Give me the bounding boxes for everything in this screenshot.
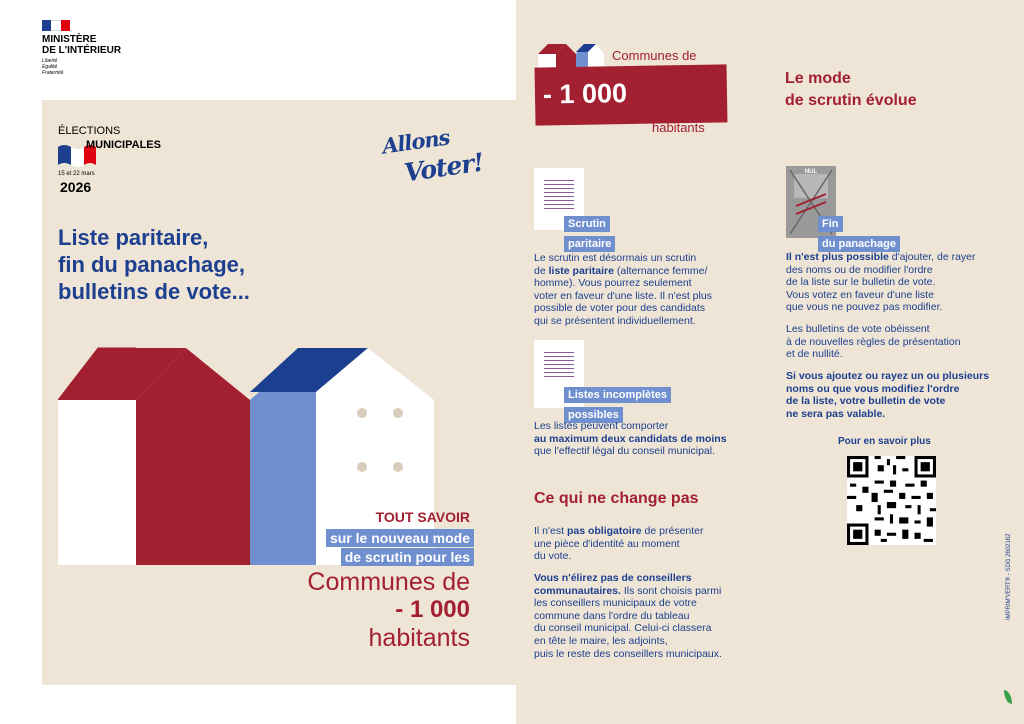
- qr-code-icon[interactable]: [847, 456, 936, 545]
- ministry-name-line1: MINISTÈRE: [42, 34, 97, 45]
- elections-logo: [58, 125, 161, 195]
- allons-voter-logo: [378, 124, 486, 195]
- unchanged-paragraph-1: [534, 525, 704, 563]
- election-year: 2026: [60, 179, 92, 195]
- ministry-logo: [42, 20, 121, 76]
- scrutin-line: [534, 265, 712, 278]
- tout-savoir-block: [260, 508, 474, 567]
- headline-line1: Liste paritaire,: [58, 225, 209, 250]
- panachage-tag-line1: Fin: [818, 216, 843, 232]
- text: de présenter: [641, 525, 704, 537]
- panachage-line: Les bulletins de vote obéissent: [786, 323, 930, 335]
- warning-line: de la liste, votre bulletin de vote: [786, 395, 946, 408]
- panachage-line: à de nouvelles règles de présentation: [786, 335, 961, 348]
- panachage-tag-line2: du panachage: [818, 236, 900, 252]
- headline: [58, 224, 250, 305]
- scrutin-tag: [564, 212, 615, 252]
- motto-liberte: Liberté: [42, 58, 58, 64]
- bold-text: liste paritaire: [548, 264, 614, 277]
- unchanged-title: Ce qui ne change pas: [534, 490, 699, 507]
- motto-egalite: Égalité: [42, 64, 58, 70]
- unchanged-line: du vote.: [534, 550, 572, 563]
- scrutin-line: Le scrutin est désormais un scrutin: [534, 252, 697, 264]
- listes-tag-line1: Listes incomplètes: [564, 387, 671, 403]
- mode-title: [785, 68, 917, 112]
- panachage-tag: [818, 212, 900, 252]
- scrutin-line: possible de voter pour des candidats: [534, 302, 706, 315]
- bold-text: pas obligatoire: [566, 525, 642, 537]
- cover-communes-number: - 1 000: [395, 596, 470, 623]
- slogan-line1: Allons: [380, 124, 451, 159]
- panachage-paragraph-2: [786, 323, 961, 361]
- listes-line: que l'effectif légal du conseil municipal.: [534, 445, 716, 458]
- listes-line: Les listes peuvent comporter: [534, 420, 669, 432]
- unchanged-line: une pièce d'identité au moment: [534, 537, 680, 550]
- panachage-line: et de nullité.: [786, 348, 843, 361]
- french-flag-icon: [42, 20, 70, 31]
- election-dates: 15 et 22 mars: [58, 171, 95, 177]
- cover-communes-label: Communes de: [307, 568, 470, 596]
- headline-line2: fin du panachage,: [58, 252, 246, 277]
- scrutin-paragraph: [534, 252, 712, 328]
- text: Ils sont choisis parmi: [620, 584, 722, 597]
- municipales-label: MUNICIPALES: [86, 139, 161, 151]
- tout-savoir-label: TOUT SAVOIR: [375, 509, 470, 525]
- highlight-line2: de scrutin pour les: [341, 548, 474, 566]
- warning-line: noms ou que vous modifiez l'ordre: [786, 382, 960, 395]
- warning-line: ne sera pas valable.: [786, 407, 886, 420]
- bold-text: communautaires.: [534, 584, 621, 597]
- panachage-line: [786, 251, 976, 264]
- header-communes-label: Communes de: [612, 48, 697, 63]
- cover-communes-habitants: habitants: [368, 624, 470, 652]
- motto-fraternite: Fraternité: [42, 70, 64, 76]
- scrutin-line: qui se présentent individuellement.: [534, 314, 696, 327]
- panachage-paragraph-1: [786, 251, 976, 314]
- more-info-label: Pour en savoir plus: [838, 436, 931, 447]
- slogan-line2: Voter!: [402, 147, 486, 188]
- panachage-line: Vous votez en faveur d'une liste: [786, 288, 934, 301]
- unchanged-paragraph-2: [534, 572, 722, 660]
- mode-title-line2: de scrutin évolue: [785, 92, 917, 109]
- headline-line3: bulletins de vote...: [58, 279, 250, 304]
- unchanged-line: les conseillers municipaux de votre: [534, 597, 697, 610]
- warning-line: Si vous ajoutez ou rayez un ou plusieurs: [786, 370, 990, 382]
- panachage-line: de la liste sur le bulletin de vote.: [786, 276, 936, 289]
- panachage-line: que vous ne pouvez pas modifier.: [786, 301, 943, 314]
- highlight-line1: sur le nouveau mode: [326, 529, 474, 547]
- mode-title-line1: Le mode: [785, 70, 851, 87]
- text: (alternance femme/: [613, 264, 708, 277]
- unchanged-line: du conseil municipal. Celui-ci classera: [534, 622, 712, 635]
- unchanged-line: commune dans l'ordre du tableau: [534, 609, 690, 622]
- nul-label: NUL: [804, 169, 818, 175]
- header-number-box: [535, 64, 728, 125]
- header-habitants: habitants: [652, 120, 705, 135]
- listes-paragraph: [534, 420, 727, 458]
- scrutin-tag-line2: paritaire: [564, 236, 615, 252]
- bold-text: Vous n'élirez pas de conseillers: [534, 572, 692, 584]
- scrutin-line: voter en faveur d'une liste. Il n'est plus: [534, 289, 712, 302]
- scrutin-line: homme). Vous pourrez seulement: [534, 277, 692, 290]
- text: d'ajouter, de rayer: [888, 251, 976, 263]
- listes-tag: [564, 383, 671, 423]
- bold-text: Il n'est plus possible: [786, 251, 889, 263]
- panachage-warning: [786, 370, 989, 420]
- listes-bold-line: au maximum deux candidats de moins: [534, 432, 727, 445]
- text: de: [534, 264, 549, 277]
- unchanged-line: [534, 525, 704, 538]
- header-number: - 1 000: [542, 78, 628, 110]
- unchanged-line: en tête le maire, les adjoints,: [534, 634, 668, 647]
- ministry-name-line2: DE L'INTÉRIEUR: [42, 45, 122, 56]
- cover-communes: [230, 568, 470, 652]
- print-mention: IMPRIM'VERT® - SDG 2602162: [1006, 533, 1012, 620]
- elections-label: ÉLECTIONS: [58, 125, 121, 137]
- text: Il n'est: [534, 525, 567, 537]
- scrutin-tag-line1: Scrutin: [564, 216, 610, 232]
- unchanged-line: [534, 585, 722, 598]
- listes-tag-line2: possibles: [564, 407, 623, 423]
- panachage-line: des noms ou de modifier l'ordre: [786, 263, 933, 276]
- unchanged-line: puis le reste des conseillers municipaux.: [534, 647, 722, 660]
